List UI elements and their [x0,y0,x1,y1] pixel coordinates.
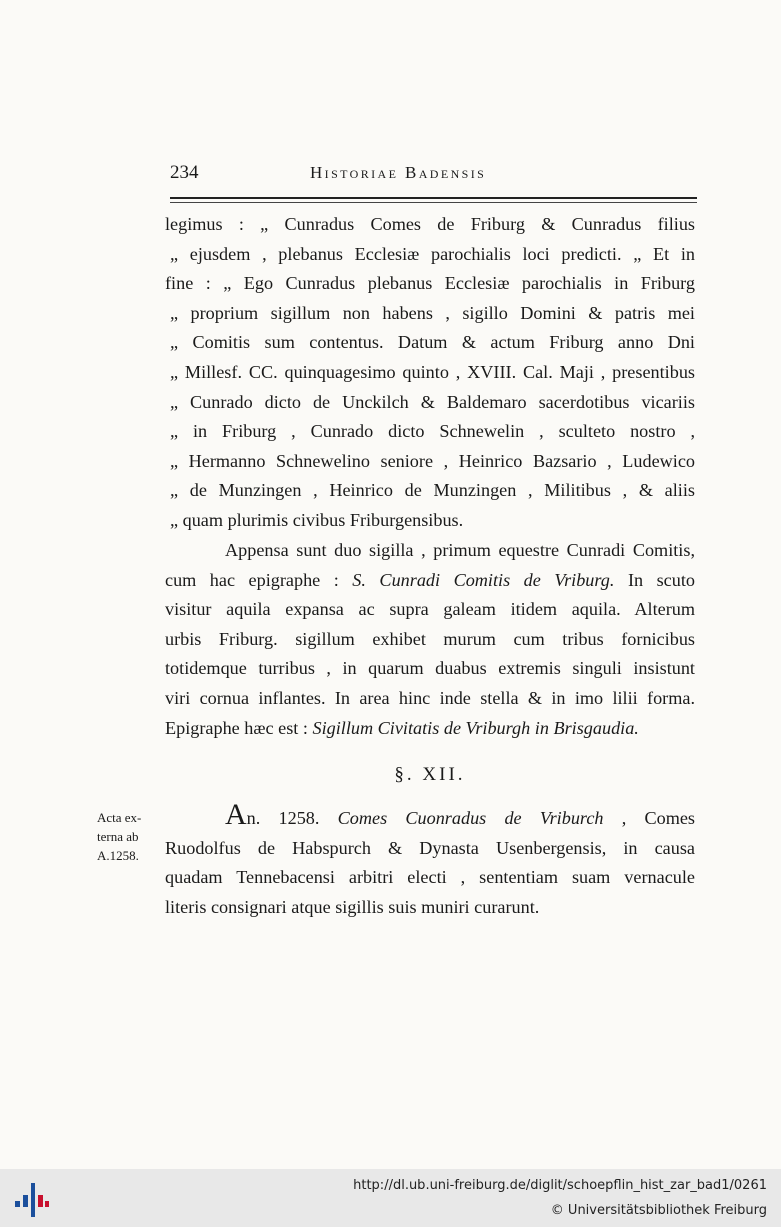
text-line: visitur aquila expansa ac supra galeam itidem aquila. Alterum [165,599,695,620]
text-line: Epigraphe hæc est : Sigillum Civitatis de Vriburgh in Brisgaudia. [165,717,639,738]
text-line: Ruodolfus de Habspurch & Dynasta Usenbergensis, in causa [165,837,695,858]
text-line: Appensa sunt duo sigilla , primum equestre Cunradi Comitis, [225,540,695,560]
section-paragraph [165,798,696,922]
text-line: „ in Friburg , Cunrado dicto Schnewelin , sculteto nostro , [170,421,695,442]
text-line: urbis Friburg. sigillum exhibet murum cum tribus fornicibus [165,628,695,649]
text-line: „ ejusdem , plebanus Ecclesiæ parochialis loci predicti. „ Et in [170,243,695,264]
page-number: 234 [170,162,199,183]
quotation-block [165,210,695,536]
seals-paragraph [165,536,695,743]
drop-cap: A [225,798,247,831]
section-heading: §. XII. [394,764,466,785]
text-line: quadam Tennebacensi arbitri electi , sententiam suam vernacule [165,867,695,888]
permalink-url[interactable]: http://dl.ub.uni-freiburg.de/diglit/schoepflin_hist_zar_bad1/0261 [353,1178,767,1193]
viewer-footer [0,1169,781,1227]
text-line: „ Comitis sum contentus. Datum & actum Friburg anno Dni [170,332,695,353]
running-title: Historiae Badensis [310,163,487,182]
text-line: literis consignari atque sigillis suis muniri curarunt. [165,896,540,917]
margin-note: Acta ex- terna ab A.1258. [97,810,142,863]
header-rule-thick [170,197,697,199]
seal-inscription: Sigillum Civitatis de Vriburgh in Brisgaudia. [312,717,639,738]
text-line: legimus : „ Cunradus Comes de Friburg & Cunradus filius [165,214,695,234]
text-line: „ Hermanno Schnewelino seniore , Heinrico Bazsario , Ludewico [170,450,695,471]
header-rule-thin [170,202,697,203]
text-line: fine : „ Ego Cunradus plebanus Ecclesiæ parochialis in Friburg [165,273,695,294]
text-line: „ proprium sigillum non habens , sigillo Domini & patris mei [170,302,695,323]
text-line: totidemque turribus , in quarum duabus extremis singuli insistunt [165,658,695,679]
text-line: „ Millesf. CC. quinquagesimo quinto , XVIII. Cal. Maji , presentibus [170,361,695,382]
text-line: cum hac epigraphe : S. Cunradi Comitis de Vriburg. In scuto [165,569,695,590]
text-line: „ quam plurimis civibus Friburgensibus. [170,509,464,530]
text-line: An. 1258. Comes Cuonradus de Vriburch , Comes [225,798,696,831]
ub-freiburg-logo-icon [12,1179,50,1219]
text-line: „ Cunrado dicto de Unckilch & Baldemaro sacerdotibus vicariis [170,391,695,412]
running-head [170,162,698,186]
copyright-notice: © Universitätsbibliothek Freiburg [550,1203,767,1218]
seal-inscription: S. Cunradi Comitis de Vriburg. [352,569,615,590]
text-line: viri cornua inflantes. In area hinc inde stella & in imo lilii forma. [165,687,695,708]
text-line: „ de Munzingen , Heinrico de Munzingen , Militibus , & aliis [170,480,695,501]
